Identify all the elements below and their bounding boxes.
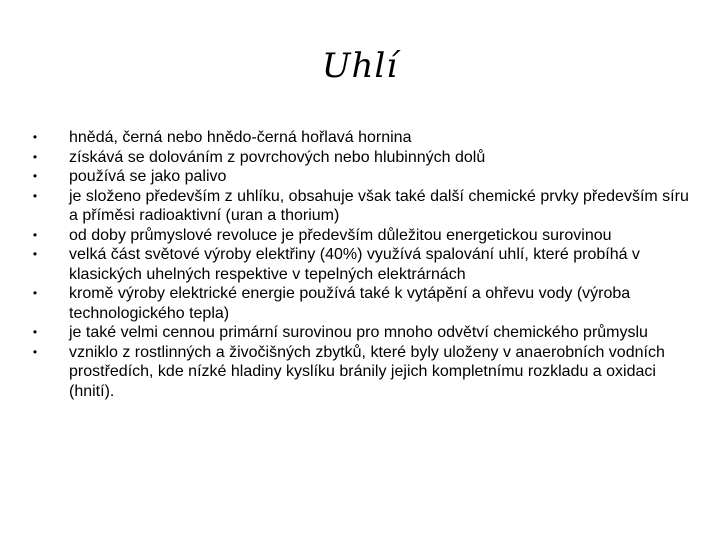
bullet-marker: •: [32, 130, 38, 144]
bullet-item: [30, 245, 690, 284]
bullet-item: [30, 187, 690, 226]
bullet-item: [30, 343, 690, 402]
bullet-marker: •: [32, 325, 38, 339]
bullet-text: získává se dolováním z povrchových nebo hlubinných dolů: [69, 148, 486, 166]
bullet-item: [30, 148, 690, 168]
bullet-text: od doby průmyslové revoluce je především důležitou energetickou surovinou: [69, 226, 612, 244]
bullet-text: vzniklo z rostlinných a živočišných zbytků, které byly uloženy v anaerobních vodních prostředích, kde nízké hladiny kyslíku bránily jejich kompletnímu rozkladu a oxidaci (hnití).: [69, 343, 665, 400]
bullet-marker: •: [32, 149, 38, 164]
bullet-item: [30, 128, 690, 148]
bullet-marker: •: [32, 247, 38, 261]
bullet-text: velká část světové výroby elektřiny (40%) využívá spalování uhlí, které probíhá v klasických uhelných respektive v tepelných elektrárnách: [69, 246, 640, 283]
bullet-marker: •: [32, 344, 38, 359]
bullet-text: je složeno především z uhlíku, obsahuje však také další chemické prvky především síru a příměsi radioaktivní (uran a thorium): [69, 187, 689, 224]
bullet-marker: •: [32, 286, 38, 300]
bullet-item: [30, 167, 690, 187]
bullet-text: kromě výroby elektrické energie používá také k vytápění a ohřevu vody (výroba technologického tepla): [69, 285, 631, 322]
bullet-item: [30, 323, 690, 343]
bullet-marker: •: [32, 188, 38, 203]
bullet-text: hnědá, černá nebo hnědo-černá hořlavá hornina: [69, 129, 412, 146]
bullet-item: [30, 226, 690, 246]
bullet-text: používá se jako palivo: [69, 168, 227, 185]
bullet-marker: •: [32, 169, 38, 183]
bullet-marker: •: [32, 227, 38, 242]
slide-title: Uhlí: [321, 46, 399, 86]
bullet-list: [30, 128, 690, 401]
bullet-item: [30, 284, 690, 323]
bullet-text: je také velmi cennou primární surovinou pro mnoho odvětví chemického průmyslu: [69, 324, 648, 341]
